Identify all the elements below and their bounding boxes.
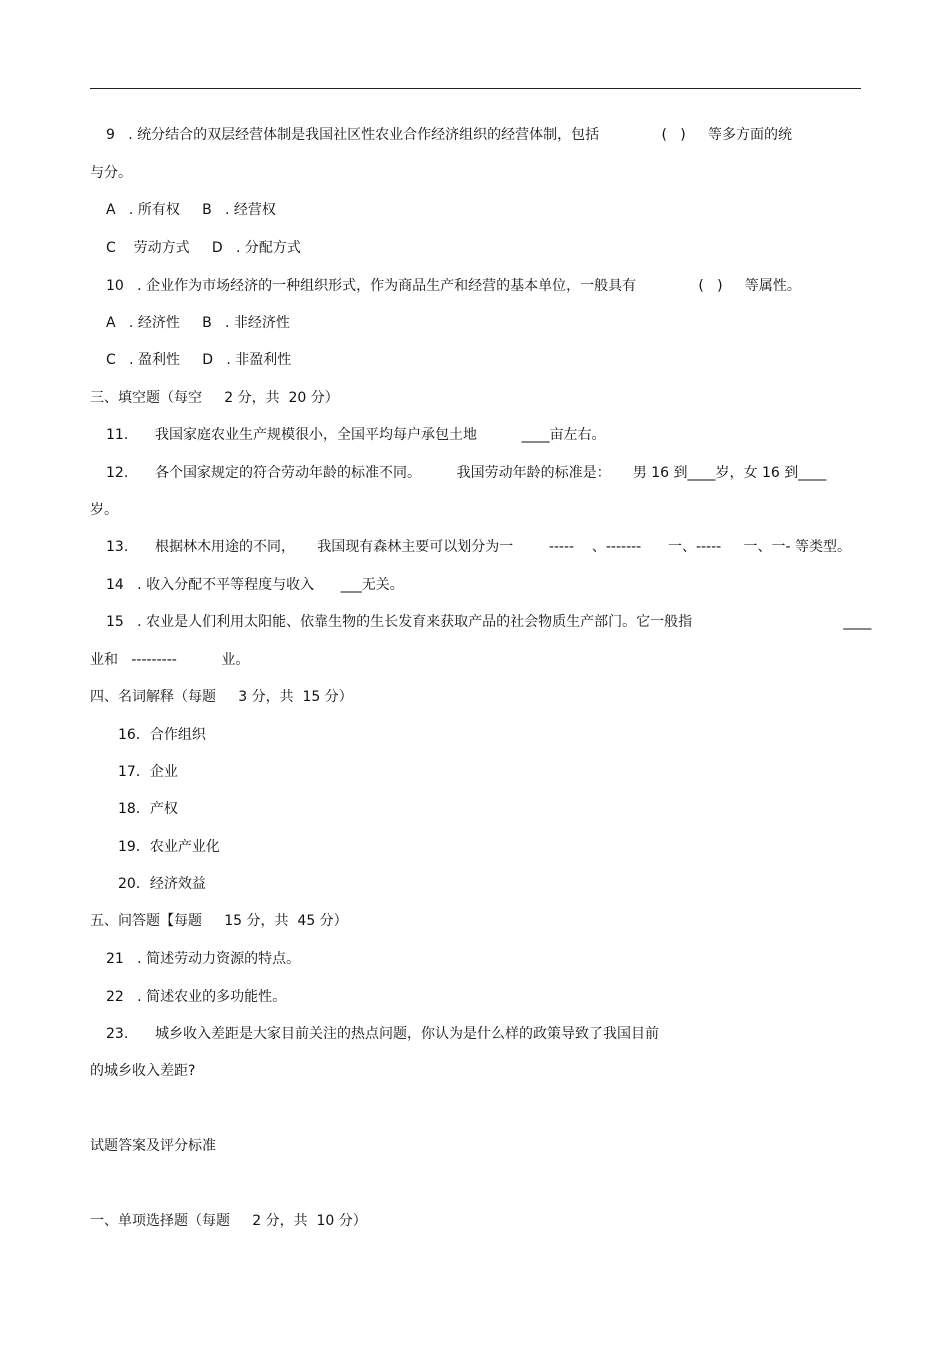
q22: 22 . 简述农业的多功能性。 <box>106 989 287 1005</box>
section-4-heading: 四、名词解释（每题 3 分，共 15 分） <box>90 689 353 705</box>
q12-line1: 12. 各个国家规定的符合劳动年龄的标准不同。 我国劳动年龄的标准是： 男 16 到____岁，女 16 到____ <box>106 465 827 481</box>
q11: 11. 我国家庭农业生产规模很小，全国平均每户承包土地 ____亩左右。 <box>106 427 606 443</box>
answers-title: 试题答案及评分标准 <box>90 1138 216 1154</box>
q9-line1: 9 . 统分结合的双层经营体制是我国社区性农业合作经济组织的经营体制，包括 ( ) 等多方面的统 <box>106 127 792 143</box>
header-rule <box>90 88 861 89</box>
q10-options-cd: C . 盈利性 D . 非盈利性 <box>106 352 292 368</box>
q15-line2: 业和 --------- 业。 <box>90 652 250 668</box>
q19: 19．农业产业化 <box>118 839 220 855</box>
q13: 13. 根据林木用途的不同， 我国现有森林主要可以划分为一 ----- 、------- 一、----- 一、一- 等类型。 <box>106 539 851 555</box>
section-1-heading: 一、单项选择题（每题 2 分，共 10 分） <box>90 1213 367 1229</box>
q21: 21 . 简述劳动力资源的特点。 <box>106 951 301 967</box>
q9-line2: 与分。 <box>90 165 132 181</box>
q15-line1: 15 . 农业是人们利用太阳能、依靠生物的生长发育来获取产品的社会物质生产部门。它一般指 ____ <box>106 614 872 630</box>
q23-line2: 的城乡收入差距? <box>90 1063 196 1079</box>
q9-options-cd: C 劳动方式 D . 分配方式 <box>106 240 301 256</box>
q9-options-ab: A . 所有权 B . 经营权 <box>106 202 276 218</box>
q10-line1: 10 . 企业作为市场经济的一种组织形式，作为商品生产和经营的基本单位，一般具有 ( ) 等属性。 <box>106 278 801 294</box>
q14: 14 . 收入分配不平等程度与收入 ___无关。 <box>106 577 404 593</box>
section-3-heading: 三、填空题（每空 2 分，共 20 分） <box>90 390 339 406</box>
q18: 18．产权 <box>118 801 178 817</box>
q17: 17．企业 <box>118 764 178 780</box>
q10-options-ab: A . 经济性 B . 非经济性 <box>106 315 290 331</box>
q23-line1: 23. 城乡收入差距是大家目前关注的热点问题，你认为是什么样的政策导致了我国目前 <box>106 1026 659 1042</box>
q12-line2: 岁。 <box>90 502 118 518</box>
section-5-heading: 五、问答题【每题 15 分，共 45 分） <box>90 913 348 929</box>
q20: 20．经济效益 <box>118 876 206 892</box>
q16: 16．合作组织 <box>118 727 206 743</box>
